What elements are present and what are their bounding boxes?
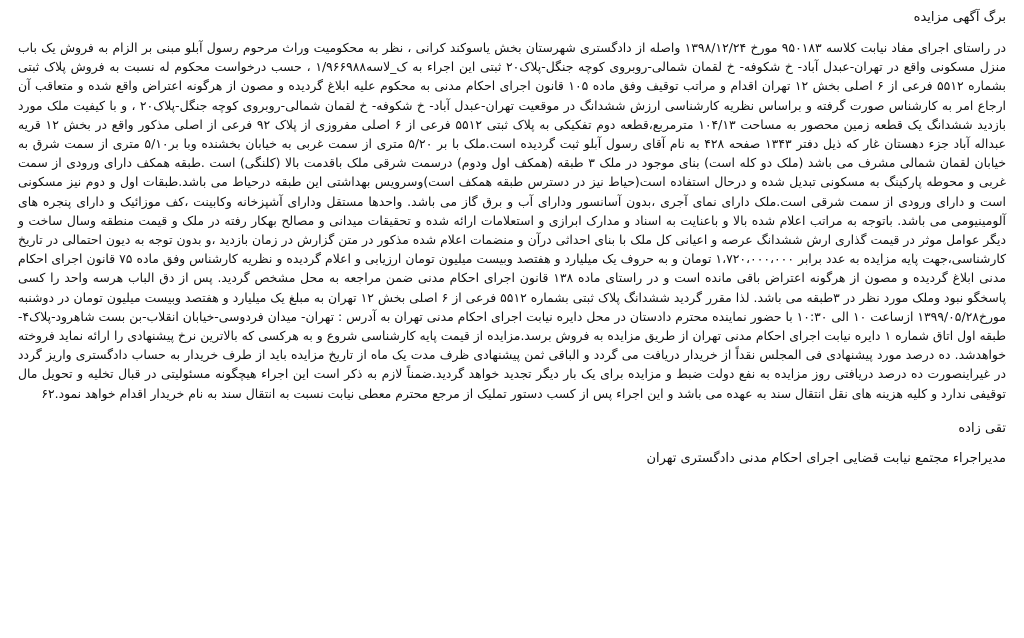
notice-body: در راستای اجرای مفاد نیابت کلاسه ۹۵۰۱۸۳ مورخ ۱۳۹۸/۱۲/۲۴ واصله از دادگستری شهرستان بخش یاسوکند کرانی ، نظر به محکومیت وراث مرحوم رسول آبلو مبنی بر الزام به فروش یک باب منزل مسکونی واقع در تهران-عبدل آباد- خ شکوفه- خ لقمان شمالی-روبروی کوچه جنگل-پلاک۲۰ ثبتی این اجراء به ک_لاسه۱/۹۶۶۹۸۸ ، حسب درخواست محکوم له نسبت به فروش پلاک ثبتی بشماره ۵۵۱۲ فرعی از ۶ اصلی بخش ۱۲ تهران اقدام و مراتب توقیف وفق ماده ۱۰۵ قانون اجرای احکام مدنی به محکوم علیه ابلاغ گردیده و مصون از هرگونه اعتراض واقع شده و متعاقب آن ارجاع امر به کارشناس صورت گرفته و براساس نظریه کارشناسی ارزش ششدانگ در موقعیت تهران-عبدل آباد- خ شکوفه- خ لقمان شمالی-روبروی کوچه جنگل-پلاک۲۰ ، و با کیفیت ملک مورد بازدید ششدانگ یک قطعه زمین محصور به مساحت ۱۰۴/۱۳ مترمربع،قطعه دوم تفکیکی به پلاک ثبتی ۵۵۱۲ فرعی از ۶ اصلی مفروزی از پلاک ۹۲ فرعی از اصلی مذکور واقع در بخش ۱۲ قریه عبداله آباد جزء دهستان غار که ذیل دفتر ۱۳۴۳ صفحه ۴۲۸ به نام آقای رسول آبلو ثبت گردیده است.ملک با بر ۵/۲۰ متری از سمت غربی به خیابان بخشنده وبا بر۵/۱۰ متری از سمت شرق به خیابان لقمان شمالی مشرف می باشد (ملک دو کله است) بنای موجود در ملک ۳ طبقه (همکف اول ودوم) درسمت شرقی ملک باقدمت بالا (کلنگی) است .طبقه همکف دارای ورودی از سمت غربی و محوطه پارکینگ به مسکونی تبدیل شده و درحال استفاده است(حیاط نیز در دسترس طبقه همکف است)وسرویس بهداشتی این طبقه درحیاط می باشد.طبقات اول و دوم نیز مسکونی است و دارای ورودی از سمت شرقی است.ملک دارای نمای آجری ،بدون آسانسور ودارای آب و برق گاز می باشد. واحدها مستقل ودارای آشپزخانه وکابینت ،کف موزائیک و دارای پنجره های آلومینیومی می باشد. باتوجه به مراتب اعلام شده بالا و باعنایت به اسناد و مدارک ابرازی و استعلامات ارائه شده و تحقیقات میدانی و مصالح بهکار رفته در ملک و قیمت منطقه وسال ساخت و دیگر عوامل موثر در قیمت گذاری ارش ششدانگ عرصه و اعیانی کل ملک با بنای احداثی درآن و منضمات اعلام شده مذکور در متن گزارش در زمان بازدید ،و بدون توجه به دیون احتمالی در تاریخ کارشناسی،جهت پایه مزایده به عدد برابر ۱،۷۲۰،۰۰۰،۰۰۰ تومان و به حروف یک میلیارد و هفتصد وبیست میلیون تومان ارزیابی و اعلام گردیده و نظریه کارشناس وفق ماده ۷۵ قانون اجرای احکام مدنی ابلاغ گردیده و مصون از هرگونه اعتراض باقی مانده است و در راستای ماده ۱۳۸ قانون اجرای احکام مدنی ضمن مراجعه به محل مشخص گردید. پس از دق الباب هرسه واحد را کسی پاسخگو نبود وملک مورد نظر در ۳طبقه می باشد. لذا مقرر گردید ششدانگ پلاک ثبتی بشماره ۵۵۱۲ فرعی از ۶ اصلی بخش ۱۲ تهران به مبلغ یک میلیارد و هفتصد وبیست میلیون تومان در دوشنبه مورخ۱۳۹۹/۰۵/۲۸ ازساعت ۱۰ الی ۱۰:۳۰ با حضور نماینده محترم دادستان در محل دایره نیابت اجرای احکام مدنی تهران به آدرس : تهران- میدان فردوسی-خیابان انقلاب-بن بست شاهرود-پلاک۴- طبقه اول اتاق شماره ۱ دایره نیابت اجرای احکام مدنی تهران از طریق مزایده به فروش برسد.مزایده از قیمت پایه کارشناسی شروع و به هرکسی که بالاترین نرخ پیشنهادی را ارائه نماید فروخته خواهدشد. ده درصد مورد پیشنهادی فی المجلس نقداً از خریدار دریافت می گردد و الباقی ثمن پیشنهادی ظرف مدت یک ماه از تاریخ مزایده باید از طرف خریدار به حساب دادگستری واریز گردد در غیراینصورت ده درصد دریافتی روز مزایده به نفع دولت ضبط و مزایده برای یک بار دیگر تجدید خواهد گردید.ضمناً لازم به ذکر است این اجراء هیچگونه مسئولیتی در قبال تخلیه و تحویل مال توقیفی ندارد و کلیه هزینه های نقل انتقال سند به عهده می باشد و این اجراء پس از کسب دستور تملیک از مرجع محترم معطی نیابت نسبت به انتقال سند به نام خریدار اقدام خواهد نمود.۶۲ [18,40,1007,401]
signer-title: مدیراجراء مجتمع نیابت قضایی اجرای احکام مدنی دادگستری تهران [646,450,1006,466]
signer-name: تقی زاده [958,420,1006,436]
notice-title: برگ آگهی مزایده [913,10,1006,25]
